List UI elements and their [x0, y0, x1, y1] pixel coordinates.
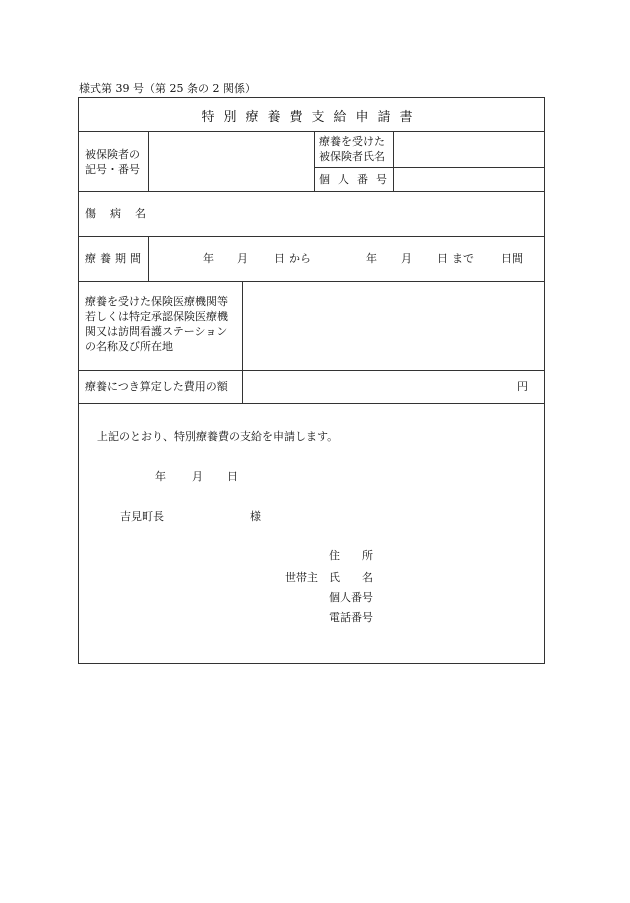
- period-days: 日間: [501, 252, 523, 265]
- patient-name-field[interactable]: [396, 134, 541, 164]
- date-day: 日: [227, 470, 238, 483]
- period-label: 療養期間: [85, 252, 145, 265]
- divider: [79, 370, 544, 371]
- divider: [79, 191, 544, 192]
- institution-label-1: 療養を受けた保険医療機関等: [85, 295, 228, 308]
- insured-code-label-1: 被保険者の: [85, 148, 140, 161]
- period-until: まで: [452, 252, 474, 265]
- disease-field[interactable]: [151, 194, 541, 234]
- institution-label-3: 関又は訪問看護ステーション: [85, 325, 228, 338]
- period-year-2: 年: [366, 252, 377, 265]
- patient-name-label-2: 被保険者氏名: [319, 150, 385, 163]
- applicant-personal-number-label: 個人番号: [329, 591, 373, 604]
- addressee: 吉見町長: [120, 510, 164, 523]
- institution-label-2: 若しくは特定承認保険医療機: [85, 310, 228, 323]
- divider: [314, 167, 544, 168]
- date-year: 年: [155, 470, 166, 483]
- declaration-text: 上記のとおり、特別療養費の支給を申請します。: [97, 430, 339, 443]
- applicant-phone-label: 電話番号: [329, 611, 373, 624]
- cost-field[interactable]: [245, 374, 511, 400]
- honorific: 様: [250, 510, 261, 523]
- date-month: 月: [192, 470, 203, 483]
- application-form: [78, 97, 545, 664]
- divider: [242, 281, 243, 403]
- institution-field[interactable]: [245, 284, 541, 368]
- cost-label: 療養につき算定した費用の額: [85, 380, 228, 393]
- disease-label: 傷病名: [85, 207, 160, 220]
- period-month-2: 月: [401, 252, 412, 265]
- applicant-name-label: 氏 名: [329, 571, 373, 584]
- applicant-head-label: 世帯主: [285, 571, 318, 584]
- divider: [79, 281, 544, 282]
- institution-label-4: の名称及び所在地: [85, 340, 173, 353]
- period-month-1: 月: [237, 252, 248, 265]
- period-day-2: 日: [437, 252, 448, 265]
- period-year-1: 年: [203, 252, 214, 265]
- patient-name-label-1: 療養を受けた: [319, 135, 385, 148]
- personal-number-label: 個人番号: [319, 173, 395, 186]
- period-day-1: 日: [274, 252, 285, 265]
- insured-code-label-2: 記号・番号: [85, 163, 140, 176]
- yen-unit: 円: [517, 380, 528, 393]
- personal-number-field[interactable]: [396, 169, 541, 189]
- insured-code-field[interactable]: [151, 134, 311, 188]
- divider: [148, 236, 149, 281]
- divider: [314, 131, 315, 191]
- divider: [79, 403, 544, 404]
- period-from: から: [289, 252, 311, 265]
- form-number: 様式第 39 号（第 25 条の 2 関係）: [79, 82, 256, 95]
- form-title: 特別療養費支給申請書: [201, 110, 422, 125]
- applicant-address-label: 住 所: [329, 549, 373, 562]
- divider: [148, 131, 149, 191]
